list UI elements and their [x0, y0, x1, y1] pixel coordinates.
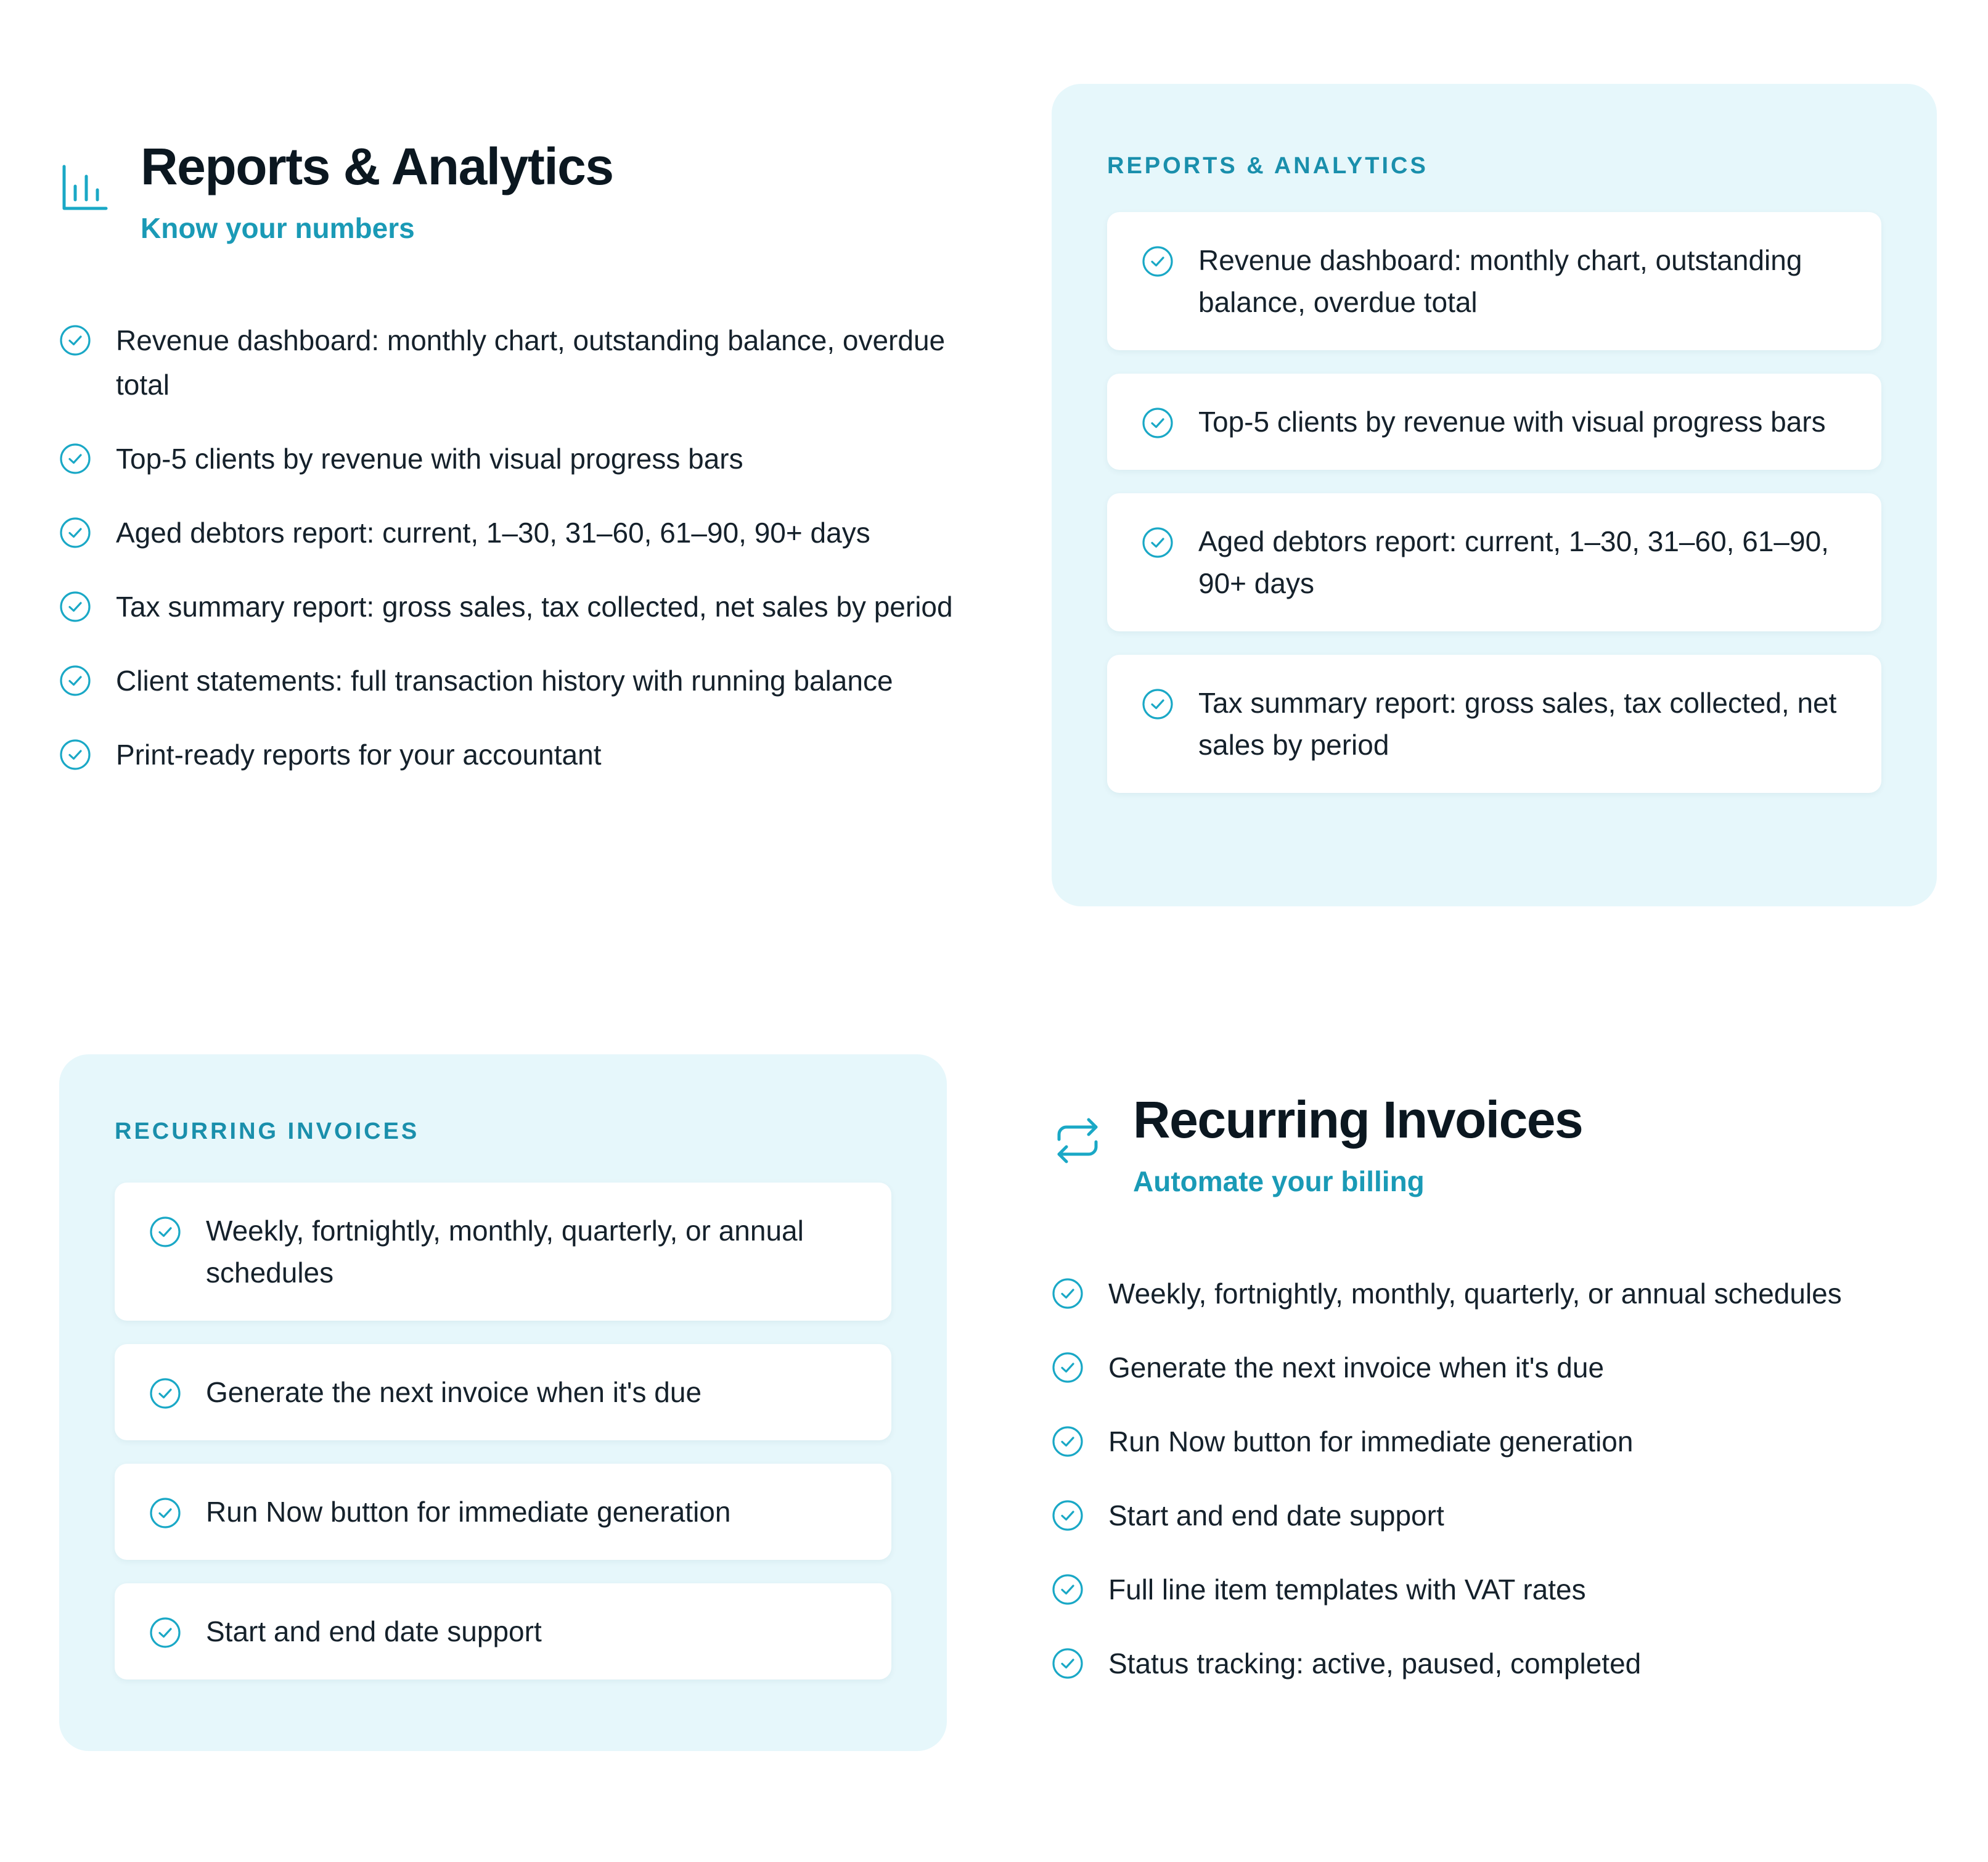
list-item-text: Client statements: full transaction history with running balance [116, 665, 893, 697]
check-circle-icon [59, 517, 91, 549]
recurring-header [1052, 1089, 1939, 1218]
reports-subtitle: Know your numbers [141, 212, 415, 244]
reports-feature-list [59, 318, 972, 777]
card-item-text: Start and end date support [206, 1615, 542, 1647]
check-circle-icon [149, 1216, 181, 1248]
repeat-icon [1052, 1115, 1103, 1167]
check-circle-icon [1052, 1573, 1084, 1606]
recurring-card-label: RECURRING INVOICES [115, 1118, 420, 1144]
check-circle-icon [1142, 245, 1174, 277]
list-item [1052, 1345, 1939, 1390]
list-item-text: Revenue dashboard: monthly chart, outstanding balance, overdue total [116, 324, 946, 401]
reports-header [59, 136, 972, 265]
list-item [59, 318, 972, 407]
list-item [1052, 1419, 1939, 1464]
card-item-text: Aged debtors report: current, 1–30, 31–60, 61–90, 90+ days [1198, 525, 1829, 599]
list-item-text: Tax summary report: gross sales, tax collected, net sales by period [116, 591, 953, 623]
card-item [1107, 655, 1881, 793]
recurring-title: Recurring Invoices [1133, 1091, 1583, 1149]
check-circle-icon [1052, 1278, 1084, 1310]
card-item [115, 1344, 891, 1440]
reports-feature [59, 136, 972, 806]
check-circle-icon [59, 665, 91, 697]
check-circle-icon [149, 1377, 181, 1409]
check-circle-icon [59, 324, 91, 356]
card-item-text: Weekly, fortnightly, monthly, quarterly, or annual schedules [206, 1215, 804, 1289]
list-item [1052, 1271, 1939, 1316]
check-circle-icon [149, 1497, 181, 1529]
reports-title: Reports & Analytics [141, 137, 613, 195]
card-item [115, 1583, 891, 1679]
card-item [1107, 493, 1881, 631]
list-item [1052, 1567, 1939, 1612]
reports-card [1052, 84, 1937, 906]
list-item [1052, 1493, 1939, 1538]
list-item-text: Start and end date support [1108, 1499, 1444, 1532]
list-item-text: Generate the next invoice when it's due [1108, 1351, 1605, 1384]
list-item [59, 732, 972, 777]
list-item-text: Run Now button for immediate generation [1108, 1425, 1634, 1458]
card-item [115, 1464, 891, 1560]
check-circle-icon [59, 591, 91, 623]
check-circle-icon [1052, 1499, 1084, 1532]
list-item [59, 511, 972, 555]
card-item-text: Top-5 clients by revenue with visual progress bars [1198, 406, 1826, 438]
list-item [1052, 1641, 1939, 1686]
recurring-card [59, 1054, 947, 1751]
check-circle-icon [1052, 1425, 1084, 1458]
list-item [59, 584, 972, 629]
recurring-card-list [115, 1183, 891, 1703]
card-item [1107, 374, 1881, 470]
list-item-text: Aged debtors report: current, 1–30, 31–60, 61–90, 90+ days [116, 517, 870, 549]
recurring-feature-list [1052, 1271, 1939, 1686]
list-item [59, 437, 972, 481]
check-circle-icon [1142, 688, 1174, 720]
list-item-text: Print-ready reports for your accountant [116, 739, 602, 771]
recurring-feature [1052, 1089, 1939, 1715]
card-item [1107, 212, 1881, 350]
list-item-text: Full line item templates with VAT rates [1108, 1573, 1586, 1606]
card-item [115, 1183, 891, 1321]
card-item-text: Generate the next invoice when it's due [206, 1376, 702, 1408]
card-item-text: Tax summary report: gross sales, tax collected, net sales by period [1198, 687, 1837, 761]
recurring-subtitle: Automate your billing [1133, 1165, 1425, 1197]
reports-card-list [1107, 212, 1881, 816]
reports-card-label: REPORTS & ANALYTICS [1107, 153, 1428, 179]
bar-chart-icon [59, 162, 111, 213]
check-circle-icon [59, 739, 91, 771]
list-item [59, 658, 972, 703]
check-circle-icon [1142, 527, 1174, 559]
list-item-text: Weekly, fortnightly, monthly, quarterly, or annual schedules [1108, 1278, 1842, 1310]
card-item-text: Revenue dashboard: monthly chart, outstanding balance, overdue total [1198, 244, 1802, 318]
check-circle-icon [149, 1617, 181, 1649]
card-item-text: Run Now button for immediate generation [206, 1496, 731, 1528]
check-circle-icon [1142, 407, 1174, 439]
list-item-text: Status tracking: active, paused, completed [1108, 1647, 1642, 1679]
check-circle-icon [1052, 1351, 1084, 1384]
check-circle-icon [59, 443, 91, 475]
check-circle-icon [1052, 1647, 1084, 1679]
list-item-text: Top-5 clients by revenue with visual progress bars [116, 443, 743, 475]
